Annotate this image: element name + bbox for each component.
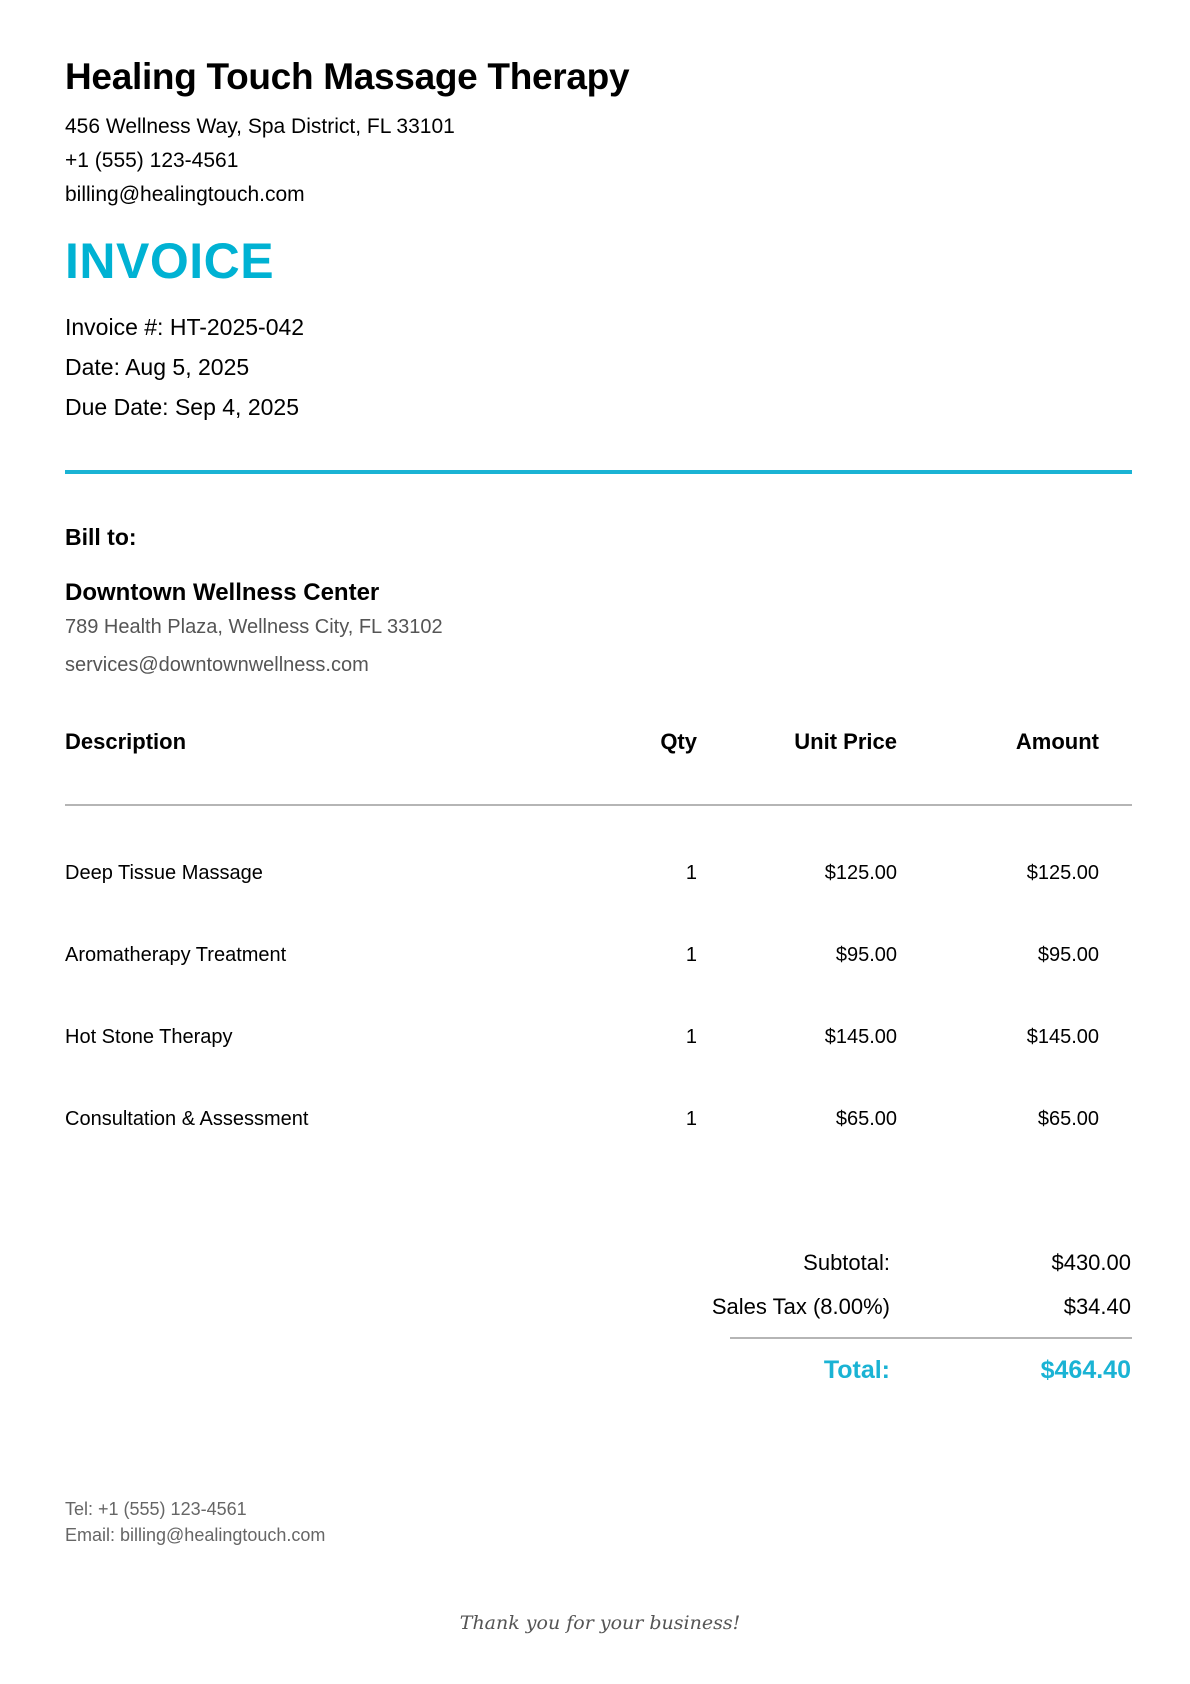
- row-unit-price: $125.00: [824, 862, 897, 884]
- client-address: 789 Health Plaza, Wellness City, FL 33102: [65, 616, 443, 638]
- client-email: services@downtownwellness.com: [65, 654, 369, 676]
- sales-tax-value: $34.40: [1063, 1294, 1131, 1319]
- table-header-divider: [65, 804, 1132, 806]
- row-amount: $125.00: [1026, 862, 1099, 884]
- business-email: billing@healingtouch.com: [65, 183, 305, 206]
- footer-phone: Tel: +1 (555) 123-4561: [65, 1499, 247, 1519]
- row-unit-price: $95.00: [835, 944, 897, 966]
- row-qty: 1: [685, 1026, 697, 1048]
- total-value: $464.40: [1040, 1356, 1131, 1384]
- header-divider: [65, 470, 1132, 474]
- totals-divider: [730, 1337, 1132, 1339]
- invoice-number: Invoice #: HT-2025-042: [65, 314, 305, 340]
- subtotal-label: Subtotal:: [803, 1250, 890, 1275]
- row-qty: 1: [685, 862, 697, 884]
- invoice-title: INVOICE: [65, 233, 275, 289]
- column-header-description: Description: [65, 729, 187, 754]
- column-header-unit-price: Unit Price: [794, 729, 897, 754]
- client-name: Downtown Wellness Center: [65, 579, 380, 606]
- row-amount: $145.00: [1026, 1026, 1099, 1048]
- table-row: [0, 862, 1190, 892]
- business-address: 456 Wellness Way, Spa District, FL 33101: [65, 115, 455, 138]
- footer-email: Email: billing@healingtouch.com: [65, 1525, 326, 1545]
- row-description: Hot Stone Therapy: [65, 1026, 233, 1048]
- business-phone: +1 (555) 123-4561: [65, 149, 239, 172]
- column-header-amount: Amount: [1015, 729, 1099, 754]
- row-qty: 1: [685, 944, 697, 966]
- table-row: [0, 1026, 1190, 1056]
- invoice-due-date: Due Date: Sep 4, 2025: [65, 394, 299, 420]
- row-description: Aromatherapy Treatment: [65, 944, 287, 966]
- row-qty: 1: [685, 1108, 697, 1130]
- bill-to-label: Bill to:: [65, 524, 137, 550]
- row-amount: $65.00: [1037, 1108, 1099, 1130]
- row-amount: $95.00: [1037, 944, 1099, 966]
- total-label: Total:: [823, 1356, 890, 1384]
- row-unit-price: $65.00: [835, 1108, 897, 1130]
- table-row: [0, 1108, 1190, 1138]
- business-name: Healing Touch Massage Therapy: [65, 56, 630, 97]
- row-description: Deep Tissue Massage: [65, 862, 263, 884]
- subtotal-value: $430.00: [1051, 1250, 1131, 1275]
- row-unit-price: $145.00: [824, 1026, 897, 1048]
- column-header-qty: Qty: [660, 729, 697, 754]
- table-row: [0, 944, 1190, 974]
- row-description: Consultation & Assessment: [65, 1108, 309, 1130]
- sales-tax-label: Sales Tax (8.00%): [711, 1294, 890, 1319]
- thank-you-note: Thank you for your business!: [459, 1612, 741, 1634]
- invoice-date: Date: Aug 5, 2025: [65, 354, 250, 380]
